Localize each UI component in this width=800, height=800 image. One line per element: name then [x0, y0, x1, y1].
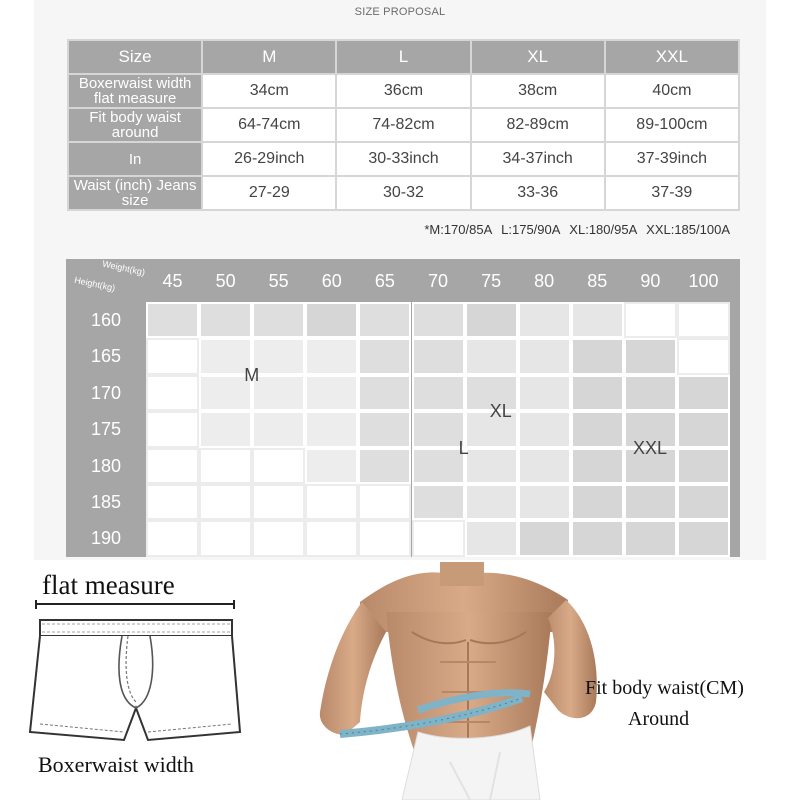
weight-label: 75 — [481, 271, 502, 291]
chart-corner — [66, 259, 146, 302]
grid-cell-xxl — [677, 520, 730, 556]
grid-cell-xl — [518, 375, 571, 411]
grid-cell-m — [252, 411, 305, 447]
grid-cell-blank — [252, 448, 305, 484]
grid-cell-xxl — [624, 375, 677, 411]
grid-cell-xxl — [677, 484, 730, 520]
grid-cell-blank — [146, 484, 199, 520]
weight-label: 60 — [321, 271, 342, 291]
height-label: 165 — [90, 346, 122, 367]
grid-cell-blank — [146, 411, 199, 447]
height-label: 170 — [90, 382, 122, 403]
grid-cell-xxl — [571, 375, 624, 411]
table-cell: 26-29inch — [202, 142, 336, 176]
grid-cell-xl — [518, 411, 571, 447]
grid-cell-l — [358, 448, 411, 484]
grid-cell-blank — [146, 520, 199, 556]
weight-label: 85 — [587, 271, 608, 291]
grid-cell-m — [199, 411, 252, 447]
table-cell: 37-39inch — [605, 142, 739, 176]
weight-height-chart — [66, 259, 740, 557]
flat-measure-label: flat measure — [42, 570, 175, 600]
grid-cell-xxl — [571, 520, 624, 556]
grid-cell-blank — [412, 520, 465, 556]
grid-cell-xxl — [677, 411, 730, 447]
grid-cell-xl — [518, 302, 571, 338]
table-cell: 30-32 — [336, 176, 470, 210]
grid-cell-l — [146, 302, 199, 338]
table-cell: 89-100cm — [605, 108, 739, 142]
header-m: M — [202, 40, 336, 74]
grid-cell-blank — [146, 448, 199, 484]
grid-cell-blank — [305, 520, 358, 556]
grid-cell-m — [252, 338, 305, 374]
grid-cell-l — [412, 375, 465, 411]
grid-cell-xxl — [624, 484, 677, 520]
grid-cell-blank — [624, 302, 677, 338]
grid-cell-blank — [252, 520, 305, 556]
table-cell: 34cm — [202, 74, 336, 108]
zone-label-m: M — [244, 364, 260, 385]
grid-cell-blank — [146, 375, 199, 411]
table-cell: 36cm — [336, 74, 470, 108]
grid-cell-l — [412, 411, 465, 447]
weight-label: 55 — [268, 271, 289, 291]
zone-label-xl: XL — [489, 401, 512, 422]
grid-cell-xl — [571, 302, 624, 338]
grid-cell-blank — [252, 484, 305, 520]
grid-cell-xl — [465, 520, 518, 556]
weight-label: 50 — [215, 271, 236, 291]
boxerwaist-width-caption: Boxerwaist width — [38, 752, 194, 777]
height-label: 175 — [90, 419, 122, 440]
grid-cell-xxl — [465, 302, 518, 338]
row-label-line2: flat measure — [93, 90, 177, 107]
grid-cell-xl — [518, 484, 571, 520]
table-cell: 34-37inch — [471, 142, 605, 176]
grid-cell-l — [199, 302, 252, 338]
grid-cell-blank — [146, 338, 199, 374]
grid-cell-m — [305, 375, 358, 411]
grid-cell-xxl — [571, 411, 624, 447]
table-cell: 74-82cm — [336, 108, 470, 142]
grid-cell-l — [252, 302, 305, 338]
grid-cell-xxl — [571, 484, 624, 520]
around-caption: Around — [628, 708, 690, 730]
boxer-briefs-illustration — [18, 600, 248, 750]
height-label: 185 — [90, 492, 122, 512]
grid-cell-xxl — [571, 338, 624, 374]
page-title: SIZE PROPOSAL — [354, 6, 446, 18]
header-size: Size — [68, 40, 202, 74]
weight-label: 90 — [640, 271, 661, 291]
row-label-jeans-size: Waist (inch) Jeans size — [68, 176, 202, 210]
grid-cell-xl — [518, 448, 571, 484]
grid-cell-blank — [199, 484, 252, 520]
grid-cell-blank — [199, 520, 252, 556]
grid-cell-xl — [465, 484, 518, 520]
weight-label: 80 — [534, 271, 555, 291]
table-row — [68, 176, 739, 210]
zone-label-xxl: XXL — [633, 437, 668, 458]
size-table — [67, 39, 740, 211]
grid-cell-blank — [677, 338, 730, 374]
row-label-inch: In — [68, 142, 202, 176]
grid-cell-xxl — [624, 520, 677, 556]
grid-cell-xl — [465, 448, 518, 484]
grid-cell-xxl — [624, 338, 677, 374]
table-cell: 64-74cm — [202, 108, 336, 142]
grid-cell-xxl — [677, 448, 730, 484]
zone-label-l: L — [458, 437, 469, 458]
grid-cell-blank — [358, 484, 411, 520]
grid-cell-l — [358, 302, 411, 338]
grid-cell-l — [358, 411, 411, 447]
header-l: L — [336, 40, 470, 74]
grid-cell-l — [358, 338, 411, 374]
table-cell: 82-89cm — [471, 108, 605, 142]
grid-cell-l — [412, 448, 465, 484]
table-cell: 33-36 — [471, 176, 605, 210]
table-header-row — [68, 40, 739, 74]
grid-cell-m — [252, 375, 305, 411]
grid-cell-l — [412, 484, 465, 520]
grid-cell-m — [305, 411, 358, 447]
table-cell: 27-29 — [202, 176, 336, 210]
height-label: 180 — [90, 455, 122, 476]
grid-cell-xxl — [305, 302, 358, 338]
grid-cell-xxl — [571, 448, 624, 484]
row-label-line1: Boxerwaist width — [78, 75, 192, 92]
table-cell: 40cm — [605, 74, 739, 108]
fit-body-waist-caption: Fit body waist(CM) — [585, 677, 744, 699]
grid-cell-xl — [465, 338, 518, 374]
grid-cell-blank — [358, 520, 411, 556]
row-label-boxerwaist — [68, 74, 202, 108]
table-cell: 37-39 — [605, 176, 739, 210]
grid-cell-l — [412, 302, 465, 338]
weight-label: 100 — [688, 271, 719, 291]
weight-label: 65 — [374, 271, 395, 291]
grid-cell-l — [358, 375, 411, 411]
height-label: 160 — [90, 310, 122, 330]
grid-cell-l — [412, 338, 465, 374]
grid-cell-xxl — [677, 375, 730, 411]
height-label: 190 — [90, 528, 122, 549]
header-xl: XL — [471, 40, 605, 74]
table-row — [68, 108, 739, 142]
weight-label: 45 — [162, 271, 183, 291]
grid-cell-blank — [305, 484, 358, 520]
grid-cell-blank — [199, 448, 252, 484]
table-row — [68, 74, 739, 108]
size-reference-note: *M:170/85A L:175/90A XL:180/95A XXL:185/100A — [424, 222, 730, 237]
table-cell: 38cm — [471, 74, 605, 108]
row-label-fit-waist: Fit body waist around — [68, 108, 202, 142]
grid-cell-m — [305, 338, 358, 374]
grid-cell-m — [305, 448, 358, 484]
table-row — [68, 142, 739, 176]
grid-cell-xl — [518, 338, 571, 374]
weight-axis-label: Weight(kg) — [101, 258, 146, 278]
table-cell: 30-33inch — [336, 142, 470, 176]
height-axis-label: Height(kg) — [73, 274, 117, 294]
waist-measuring-photo — [300, 562, 620, 800]
header-xxl: XXL — [605, 40, 739, 74]
weight-label: 70 — [427, 271, 449, 291]
grid-cell-xxl — [518, 520, 571, 556]
grid-cell-blank — [677, 302, 730, 338]
